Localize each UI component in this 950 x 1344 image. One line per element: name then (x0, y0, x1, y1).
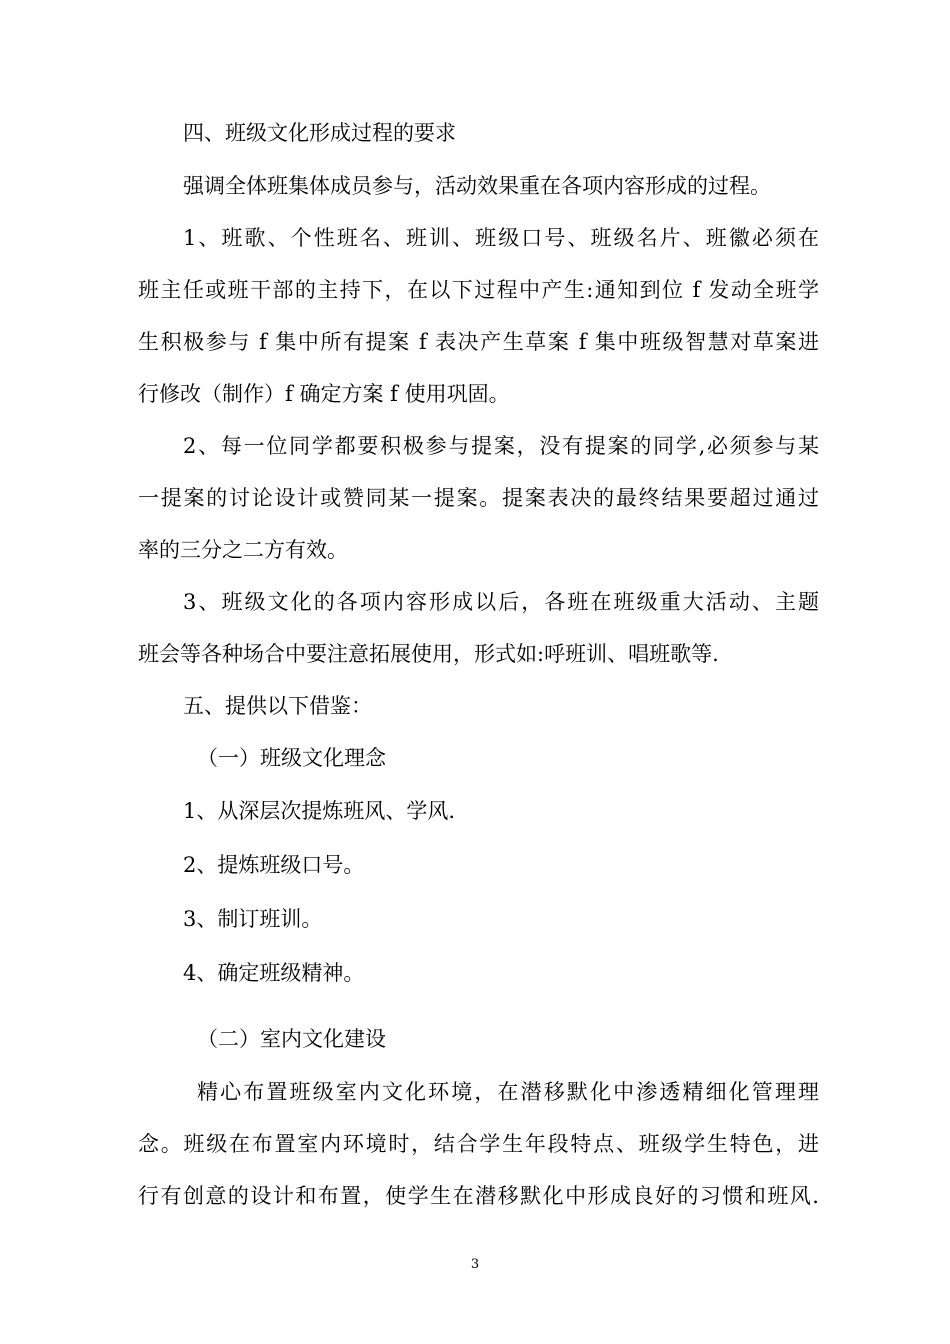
list-item: 4、确定班级精神。 (183, 961, 365, 985)
paragraph-line: 精心布置班级室内文化环境，在潜移默化中渗透精细化管理理 (197, 1080, 819, 1104)
paragraph-line: 班主任或班干部的主持下，在以下过程中产生:通知到位 f 发动全班学 (138, 278, 819, 302)
list-item: 2、提炼班级口号。 (183, 853, 365, 877)
paragraph-line: 强调全体班集体成员参与，活动效果重在各项内容形成的过程。 (183, 174, 771, 198)
heading-section-five: 五、提供以下借鉴： (183, 694, 372, 718)
paragraph-line: 3、班级文化的各项内容形成以后，各班在班级重大活动、主题 (183, 590, 819, 614)
paragraph-line: 一提案的讨论设计或赞同某一提案。提案表决的最终结果要超过通过 (138, 486, 819, 510)
paragraph-line: 率的三分之二方有效。 (138, 538, 348, 562)
heading-section-four: 四、班级文化形成过程的要求 (183, 121, 456, 145)
paragraph-line: 1、班歌、个性班名、班训、班级口号、班级名片、班徽必须在 (183, 226, 819, 250)
paragraph-line: 班会等各种场合中要注意拓展使用，形式如:呼班训、唱班歌等. (138, 642, 719, 666)
paragraph-line: 念。班级在布置室内环境时，结合学生年段特点、班级学生特色，进 (138, 1132, 819, 1156)
list-item: 3、制订班训。 (183, 907, 323, 931)
page-number: 3 (470, 1257, 480, 1272)
subheading-indoor-culture: （二）室内文化建设 (197, 1027, 386, 1051)
paragraph-line: 行有创意的设计和布置，使学生在潜移默化中形成良好的习惯和班风. (138, 1184, 819, 1208)
paragraph-line: 生积极参与 f 集中所有提案 f 表决产生草案 f 集中班级智慧对草案进 (138, 330, 819, 354)
paragraph-line: 行修改（制作）f 确定方案 f 使用巩固。 (138, 382, 510, 406)
paragraph-line: 2、每一位同学都要积极参与提案，没有提案的同学,必须参与某 (183, 434, 819, 458)
list-item: 1、从深层次提炼班风、学风. (183, 799, 456, 823)
subheading-culture-concept: （一）班级文化理念 (197, 746, 386, 770)
